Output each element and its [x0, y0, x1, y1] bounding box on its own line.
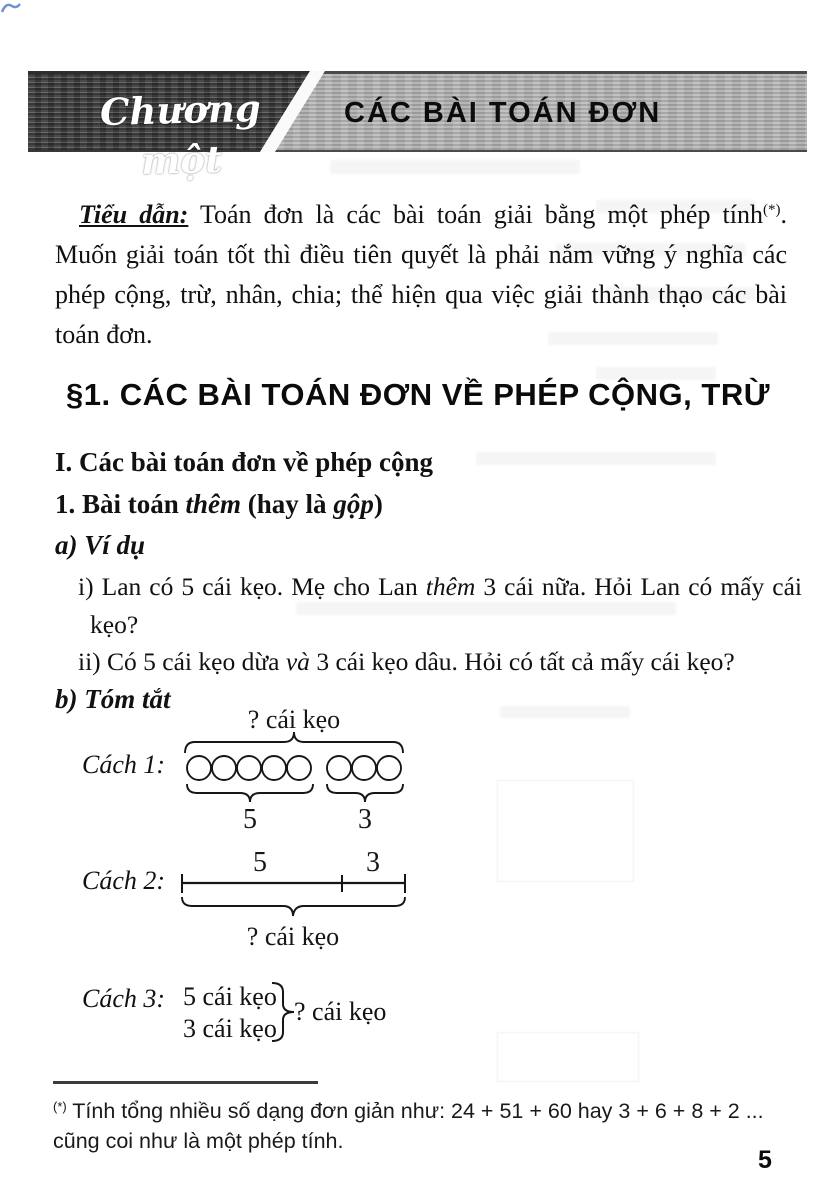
heading-1-italic-gop: gộp [333, 489, 374, 519]
candy-circle [327, 756, 351, 780]
cach1-question-label: ? cái kẹo [247, 706, 341, 734]
page-number: 5 [758, 1146, 772, 1174]
cach1-count-5: 5 [243, 804, 257, 834]
candy-circle [377, 756, 401, 780]
example-label: a) Ví dụ [55, 530, 146, 560]
candy-circle [212, 756, 236, 780]
chapter-label: Chương một [99, 85, 262, 184]
intro-sentence-2: Muốn giải toán tốt thì điều tiên quyết là phải nắm vững ý nghĩa các phép cộng, trừ, nhân, chia; thể hiện qua việc giải thành thạo các bài toán đơn. [55, 240, 787, 349]
cach2-segment1-value: 5 [253, 847, 267, 878]
item-i-post: 3 cái nữa. Hỏi Lan có mấy cái kẹo? [90, 572, 802, 639]
cach2-under-brace [182, 897, 405, 916]
heading-1-mid: (hay là [241, 489, 334, 519]
scan-bleedthrough-artifact [500, 706, 630, 718]
chapter-title: CÁC BÀI TOÁN ĐƠN [344, 97, 662, 129]
item-ii-pre: ii) Có 5 cái kẹo dừa [78, 647, 286, 676]
candy-circle [352, 756, 376, 780]
candy-circle [287, 756, 311, 780]
cach1-count-3: 3 [358, 804, 372, 834]
cach1-top-brace [185, 732, 403, 753]
cach1-circles-diagram [75, 706, 415, 834]
item-ii-italic: và [285, 647, 310, 676]
cach1-under-brace-3 [327, 784, 403, 802]
item-ii-post: 3 cái kẹo dâu. Hỏi có tất cả mấy cái kẹo? [309, 647, 735, 676]
subsection-heading-I: I. Các bài toán đơn về phép cộng [55, 447, 434, 477]
summary-label: b) Tóm tắt [55, 684, 171, 714]
item-i-pre: i) Lan có 5 cái kẹo. Mẹ cho Lan [78, 572, 426, 601]
example-item-i [78, 568, 802, 644]
intro-paragraph [55, 190, 787, 355]
footnote [53, 1092, 793, 1156]
cach2-question-label: ? cái kẹo [246, 922, 340, 951]
scan-bleedthrough-artifact [497, 780, 634, 882]
scan-bleedthrough-artifact [497, 1032, 639, 1082]
footnote-rule [53, 1081, 318, 1084]
intro-sentence-1: Toán đơn là các bài toán giải bằng một phép tính [188, 200, 763, 229]
chapter-banner [28, 71, 807, 184]
cach3-line-2: 3 cái kẹo [183, 1014, 277, 1043]
intro-lead-label: Tiểu dẫn: [79, 200, 189, 229]
candy-circle [262, 756, 286, 780]
footnote-text: Tính tổng nhiều số dạng đơn giản như: 24 + 51 + 60 hay 3 + 6 + 8 + 2 ... cũng coi như là một phép tính. [53, 1099, 764, 1153]
cach2-segment2-value: 3 [366, 847, 380, 878]
item-i-italic: thêm [425, 572, 476, 601]
heading-1-italic-them: thêm [185, 489, 242, 519]
subsection-heading-1 [55, 489, 383, 520]
section-heading: §1. CÁC BÀI TOÁN ĐƠN VỀ PHÉP CỘNG, TRỪ [66, 377, 770, 412]
footnote-reference-mark: (*) [763, 202, 781, 218]
cach1-label: Cách 1: [82, 750, 166, 779]
cach1-candy-group-2 [327, 756, 401, 780]
cach3-line-1: 5 cái kẹo [183, 982, 277, 1011]
footnote-mark: (*) [53, 1099, 67, 1114]
candy-circle [187, 756, 211, 780]
cach3-question-label: ? cái kẹo [294, 997, 387, 1026]
scan-bleedthrough-artifact [476, 452, 716, 465]
cach2-segment-diagram [75, 845, 420, 953]
intro-period: . [780, 200, 787, 229]
heading-1-prefix: 1. Bài toán [55, 489, 186, 519]
scan-bleedthrough-artifact [330, 160, 580, 174]
example-item-ii [78, 643, 802, 681]
candy-circle [237, 756, 261, 780]
heading-1-suffix: ) [373, 489, 383, 519]
cach1-candy-group-1 [187, 756, 311, 780]
cach2-label: Cách 2: [82, 866, 166, 895]
cach3-label: Cách 3: [82, 984, 166, 1013]
cach1-under-brace-5 [187, 784, 313, 802]
corner-ink-mark [0, 0, 22, 16]
